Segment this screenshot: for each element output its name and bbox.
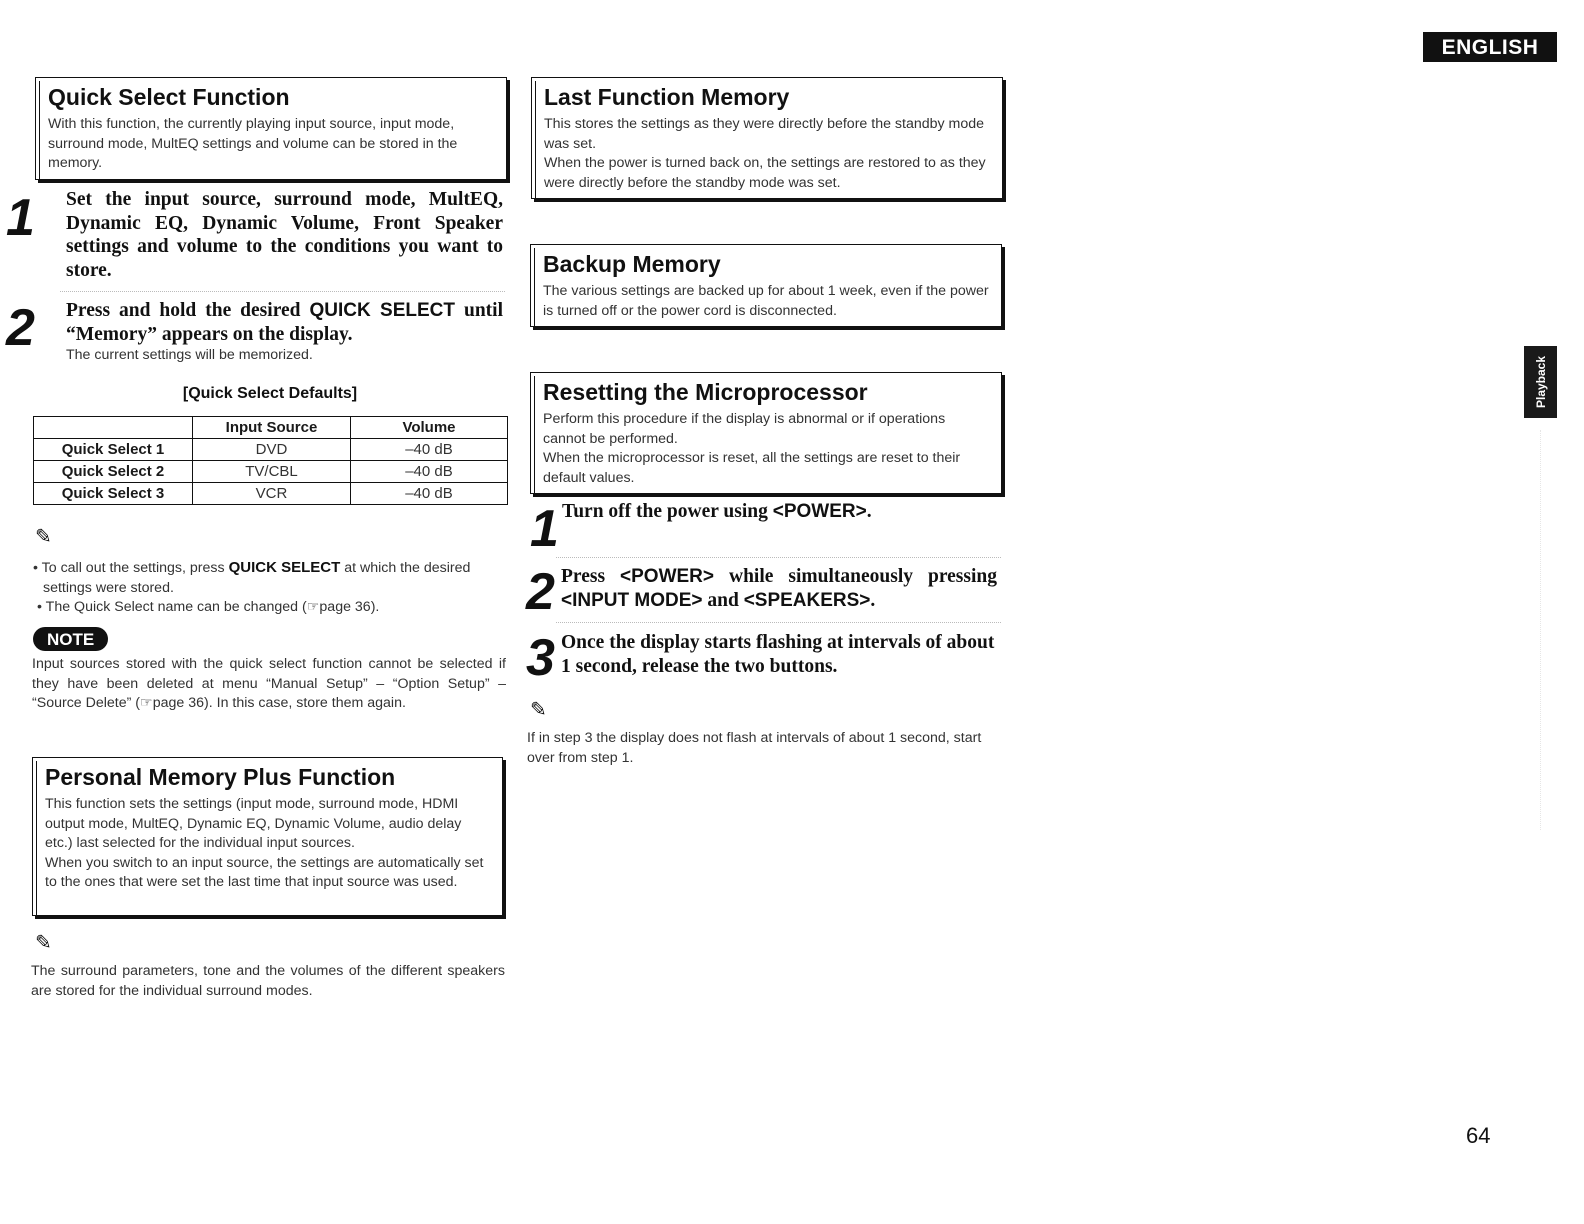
step2-text-post: until “Memory” appears on the display. [66, 300, 503, 345]
power-key: <POWER> [772, 501, 867, 522]
quick-select-description: With this function, the currently playing input source, input mode, surround mode, MultEQ settings and volume can be stored in the memory. [48, 116, 458, 171]
tip-bullet-pre: • To call out the settings, press [33, 560, 229, 576]
quick-select-step1-number: 1 [6, 189, 35, 247]
table-cell: DVD [193, 439, 351, 461]
quick-select-step1-text: Set the input source, surround mode, MultEQ, Dynamic EQ, Dynamic Volume, Front Speaker settings and volume to the conditions you want to store. [66, 189, 503, 281]
table-row [34, 439, 508, 461]
reset-step1-post: . [866, 501, 872, 522]
defaults-table-caption: [Quick Select Defaults] [182, 385, 358, 402]
divider [556, 622, 1001, 623]
table-header: Input Source [193, 417, 351, 439]
quick-select-key: QUICK SELECT [309, 300, 456, 321]
reset-step2-mid: and [702, 589, 744, 611]
table-cell: TV/CBL [193, 461, 351, 483]
backup-memory-box [530, 244, 1002, 327]
step2-text-pre: Press and hold the desired [66, 300, 310, 321]
reset-microprocessor-description: When the microprocessor is reset, all the settings are reset to their default values. [543, 450, 961, 486]
table-cell: Quick Select 3 [34, 483, 193, 505]
reset-step2-mid: while simultaneously pressing [714, 566, 997, 587]
table-row [34, 461, 508, 483]
table-header [34, 417, 193, 439]
quick-select-step2-text [66, 299, 503, 346]
page-number: 64 [1466, 1123, 1491, 1148]
last-function-memory-description: When the power is turned back on, the settings are restored to as they were directly before the standby mode was set. [544, 155, 986, 191]
personal-memory-title: Personal Memory Plus Function [45, 764, 396, 790]
power-key: <POWER> [620, 566, 715, 587]
last-function-memory-description: This stores the settings as they were directly before the standby mode was set. [544, 116, 985, 152]
tip-bullet: • The Quick Select name can be changed (☞page 36). [37, 599, 380, 615]
input-mode-key: <INPUT MODE> [561, 589, 703, 611]
language-tab: ENGLISH [1423, 32, 1557, 62]
reset-step1-text [562, 500, 1000, 524]
divider [60, 291, 505, 292]
reset-step2-pre: Press [561, 566, 621, 587]
margin-bleed-decoration [1540, 430, 1559, 830]
last-function-memory-title: Last Function Memory [544, 84, 790, 110]
table-row [34, 483, 508, 505]
reset-tip: If in step 3 the display does not flash at intervals of about 1 second, start over from step 1. [527, 730, 982, 766]
pencil-icon: ✎ [35, 932, 52, 954]
reset-step3-text: Once the display starts flashing at intervals of about 1 second, release the two buttons. [561, 632, 995, 677]
quick-select-tips [33, 558, 507, 618]
quick-select-defaults-table [33, 416, 508, 505]
reset-step2-text [561, 565, 997, 612]
quick-select-step2-number: 2 [6, 299, 35, 357]
pencil-icon: ✎ [530, 699, 547, 721]
divider [556, 557, 1001, 558]
reset-step2-number: 2 [526, 563, 555, 621]
table-header-row [34, 417, 508, 439]
tip-bullet [33, 558, 507, 598]
reset-microprocessor-title: Resetting the Microprocessor [543, 379, 868, 405]
pencil-icon: ✎ [35, 526, 52, 548]
speakers-key: <SPEAKERS> [743, 589, 871, 611]
note-text: Input sources stored with the quick select function cannot be selected if they have been deleted at menu “Manual Setup” – “Option Setup” – “Source Delete” (☞page 36). In this case, store them again. [32, 656, 506, 711]
table-header: Volume [351, 417, 508, 439]
quick-select-box [35, 77, 507, 180]
table-cell: –40 dB [351, 439, 508, 461]
last-function-memory-box [531, 77, 1003, 199]
reset-step3-number: 3 [526, 629, 555, 687]
table-cell: –40 dB [351, 461, 508, 483]
note-badge: NOTE [33, 627, 108, 651]
defaults-table-wrapper [33, 416, 508, 505]
reset-microprocessor-description: Perform this procedure if the display is abnormal or if operations cannot be performed. [543, 411, 946, 447]
personal-memory-tip: The surround parameters, tone and the volumes of the different speakers are stored for the individual surround modes. [31, 963, 505, 999]
table-cell: VCR [193, 483, 351, 505]
personal-memory-box [32, 757, 503, 916]
personal-memory-description: When you switch to an input source, the settings are automatically set to the ones that were set the last time that input source was used. [45, 854, 484, 890]
backup-memory-title: Backup Memory [543, 251, 721, 277]
reset-step1-number: 1 [530, 500, 559, 558]
section-side-tab [1524, 346, 1557, 418]
backup-memory-description: The various settings are backed up for about 1 week, even if the power is turned off or the power cord is disconnected. [543, 283, 989, 319]
reset-microprocessor-box [530, 372, 1002, 494]
quick-select-key: QUICK SELECT [228, 559, 341, 576]
tip-bullet-post: at which the desired settings were stored. [43, 560, 471, 596]
quick-select-title: Quick Select Function [48, 84, 290, 110]
reset-step2-post: . [870, 589, 876, 611]
section-side-tab-label: Playback [1533, 355, 1548, 409]
table-cell: Quick Select 2 [34, 461, 193, 483]
table-cell: –40 dB [351, 483, 508, 505]
personal-memory-description: This function sets the settings (input mode, surround mode, HDMI output mode, MultEQ, Dynamic EQ, Dynamic Volume, audio delay etc.) last selected for the individual input sources. [45, 796, 462, 851]
quick-select-step2-subtext: The current settings will be memorized. [66, 347, 313, 363]
reset-step1-pre: Turn off the power using [562, 501, 773, 522]
table-cell: Quick Select 1 [34, 439, 193, 461]
